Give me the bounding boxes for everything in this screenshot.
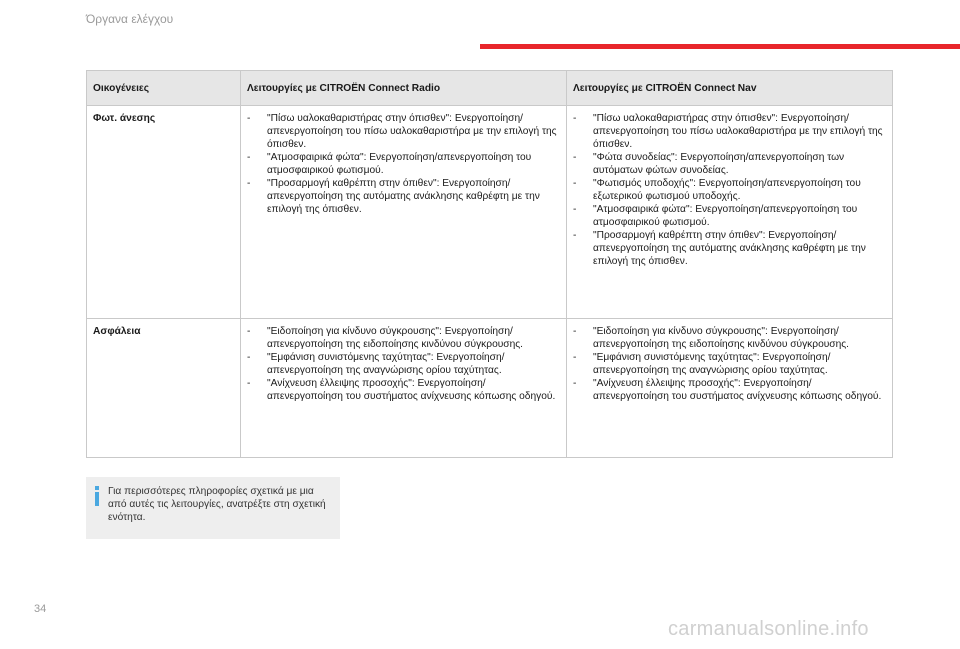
nav-features-cell [567,319,893,458]
features-table [86,70,893,458]
list-item-text: "Πίσω υαλοκαθαριστήρας στην όπισθεν": Ενεργοποίηση/ απενεργοποίηση του πίσω υαλοκαθαριστήρα με την επιλογή της όπισθεν. [267,113,557,150]
radio-features-cell [241,319,567,458]
list-item: - "Προσαρμογή καθρέπτη στην όπιθεν": Ενεργοποίηση/ απενεργοποίηση της αυτόματης ανάκλησης καθρέφτη με την επιλογή της όπισθεν. [573,230,866,267]
list-item-text: "Ανίχνευση έλλειψης προσοχής": Ενεργοποίηση/ απενεργοποίηση του συστήματος ανίχνευσης κόπωσης οδηγού. [267,378,556,402]
list-item: - "Ατμοσφαιρικά φώτα": Ενεργοποίηση/απενεργοποίηση του ατμοσφαιρικού φωτισμού. [247,152,532,176]
list-item-text: "Ατμοσφαιρικά φώτα": Ενεργοποίηση/απενεργοποίηση του ατμοσφαιρικού φωτισμού. [593,204,858,228]
page-number: 34 [34,603,47,615]
info-note-box [86,477,340,539]
list-item-text: "Εμφάνιση συνιστόμενης ταχύτητας": Ενεργοποίηση/ απενεργοποίηση της αναγνώρισης ορίου ταχύτητας. [593,352,831,376]
row-category: Φωτ. άνεσης [87,106,241,319]
list-item: - "Εμφάνιση συνιστόμενης ταχύτητας": Ενεργοποίηση/ απενεργοποίηση της αναγνώρισης ορίου ταχύτητας. [247,352,505,376]
list-item: - "Φωτισμός υποδοχής": Ενεργοποίηση/απενεργοποίηση του εξωτερικού φωτισμού υποδοχής. [573,178,861,202]
list-item: - "Προσαρμογή καθρέπτη στην όπιθεν": Ενεργοποίηση/ απενεργοποίηση της αυτόματης ανάκλησης καθρέφτη με την επιλογή της όπισθεν. [247,178,540,215]
list-item-text: "Προσαρμογή καθρέπτη στην όπιθεν": Ενεργοποίηση/ απενεργοποίηση της αυτόματης ανάκλησης καθρέφτη με την επιλογή της όπισθεν. [267,178,540,215]
info-icon [94,486,100,506]
list-item: - "Ανίχνευση έλλειψης προσοχής": Ενεργοποίηση/ απενεργοποίηση του συστήματος ανίχνευσης κόπωσης οδηγού. [247,378,556,402]
page-section-title: Όργανα ελέγχου [86,12,174,26]
column-header-connect-radio: Λειτουργίες με CITROËN Connect Radio [241,71,567,106]
table-row [87,106,893,319]
nav-features-cell [567,106,893,319]
list-item-text: "Ανίχνευση έλλειψης προσοχής": Ενεργοποίηση/ απενεργοποίηση του συστήματος ανίχνευσης κόπωσης οδηγού. [593,378,882,402]
radio-features-cell [241,106,567,319]
list-item: - "Ατμοσφαιρικά φώτα": Ενεργοποίηση/απενεργοποίηση του ατμοσφαιρικού φωτισμού. [573,204,858,228]
list-item: - "Ειδοποίηση για κίνδυνο σύγκρουσης": Ενεργοποίηση/ απενεργοποίηση της ειδοποίησης κινδύνου σύγκρουσης. [247,326,523,350]
list-item-text: "Ατμοσφαιρικά φώτα": Ενεργοποίηση/απενεργοποίηση του ατμοσφαιρικού φωτισμού. [267,152,532,176]
list-item: - "Πίσω υαλοκαθαριστήρας στην όπισθεν": Ενεργοποίηση/ απενεργοποίηση του πίσω υαλοκαθαριστήρα με την επιλογή της όπισθεν. [573,113,883,150]
table-row [87,319,893,458]
list-item-text: "Πίσω υαλοκαθαριστήρας στην όπισθεν": Ενεργοποίηση/ απενεργοποίηση του πίσω υαλοκαθαριστήρα με την επιλογή της όπισθεν. [593,113,883,150]
list-item-text: "Ειδοποίηση για κίνδυνο σύγκρουσης": Ενεργοποίηση/ απενεργοποίηση της ειδοποίησης κινδύνου σύγκρουσης. [593,326,849,350]
column-header-families: Οικογένειες [87,71,241,106]
list-item: - "Εμφάνιση συνιστόμενης ταχύτητας": Ενεργοποίηση/ απενεργοποίηση της αναγνώρισης ορίου ταχύτητας. [573,352,831,376]
list-item-text: "Εμφάνιση συνιστόμενης ταχύτητας": Ενεργοποίηση/ απενεργοποίηση της αναγνώρισης ορίου ταχύτητας. [267,352,505,376]
list-item: - "Ειδοποίηση για κίνδυνο σύγκρουσης": Ενεργοποίηση/ απενεργοποίηση της ειδοποίησης κινδύνου σύγκρουσης. [573,326,849,350]
row-category: Ασφάλεια [87,319,241,458]
list-item-text: "Προσαρμογή καθρέπτη στην όπιθεν": Ενεργοποίηση/ απενεργοποίηση της αυτόματης ανάκλησης καθρέφτη με την επιλογή της όπισθεν. [593,230,866,267]
column-header-connect-nav: Λειτουργίες με CITROËN Connect Nav [567,71,893,106]
list-item: - "Πίσω υαλοκαθαριστήρας στην όπισθεν": Ενεργοποίηση/ απενεργοποίηση του πίσω υαλοκαθαριστήρα με την επιλογή της όπισθεν. [247,113,557,150]
list-item: - "Ανίχνευση έλλειψης προσοχής": Ενεργοποίηση/ απενεργοποίηση του συστήματος ανίχνευσης κόπωσης οδηγού. [573,378,882,402]
section-accent-bar [480,44,960,49]
list-item-text: "Ειδοποίηση για κίνδυνο σύγκρουσης": Ενεργοποίηση/ απενεργοποίηση της ειδοποίησης κινδύνου σύγκρουσης. [267,326,523,350]
table-header-row [87,71,893,106]
list-item: - "Φώτα συνοδείας": Ενεργοποίηση/απενεργοποίηση των αυτόματων φώτων συνοδείας. [573,152,845,176]
list-item-text: "Φωτισμός υποδοχής": Ενεργοποίηση/απενεργοποίηση του εξωτερικού φωτισμού υποδοχής. [593,178,861,202]
info-note-text: Για περισσότερες πληροφορίες σχετικά με μια από αυτές τις λειτουργίες, ανατρέξτε στη σχετική ενότητα. [108,486,326,523]
list-item-text: "Φώτα συνοδείας": Ενεργοποίηση/απενεργοποίηση των αυτόματων φώτων συνοδείας. [593,152,845,176]
watermark: carmanualsonline.info [668,618,869,640]
